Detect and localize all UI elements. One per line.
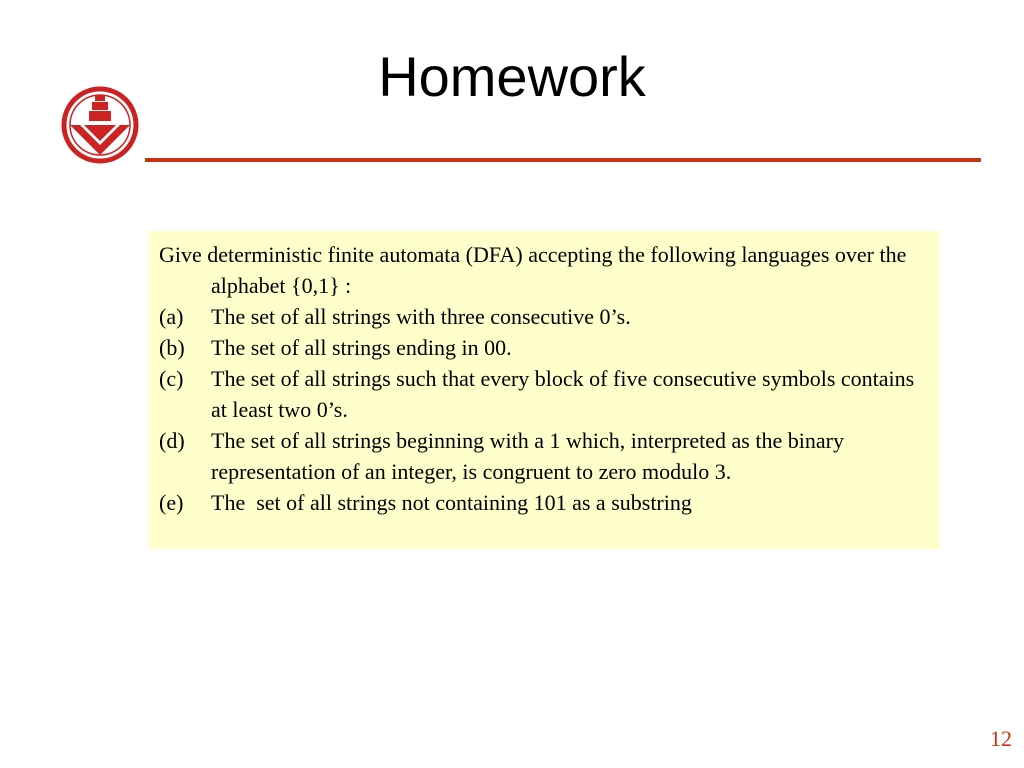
- title-divider: [145, 158, 981, 162]
- item-text: The set of all strings beginning with a 1 which, interpreted as the binary representation of an integer, is congruent to zero modulo 3.: [211, 428, 850, 484]
- homework-box: [149, 231, 940, 549]
- item-text: The set of all strings such that every block of five consecutive symbols contains at least two 0’s.: [211, 366, 920, 422]
- item-text: The set of all strings ending in 00.: [211, 335, 512, 360]
- item-marker: (c): [159, 366, 184, 391]
- item-marker: (e): [159, 490, 184, 515]
- university-emblem-icon: [60, 85, 140, 165]
- item-marker: (b): [159, 335, 185, 360]
- item-text: The set of all strings with three consecutive 0’s.: [211, 304, 631, 329]
- item-text: The set of all strings not containing 101 as a substring: [211, 490, 692, 515]
- homework-intro: Give deterministic finite automata (DFA) accepting the following languages over the alphabet {0,1} :: [159, 242, 907, 298]
- page-number: 12: [990, 726, 1012, 751]
- list-item: [159, 363, 930, 425]
- list-item: [159, 332, 930, 363]
- item-marker: (d): [159, 428, 185, 453]
- slide-title: Homework: [378, 45, 646, 108]
- list-item: [159, 487, 930, 518]
- item-marker: (a): [159, 304, 184, 329]
- list-item: [159, 425, 930, 487]
- list-item: [159, 301, 930, 332]
